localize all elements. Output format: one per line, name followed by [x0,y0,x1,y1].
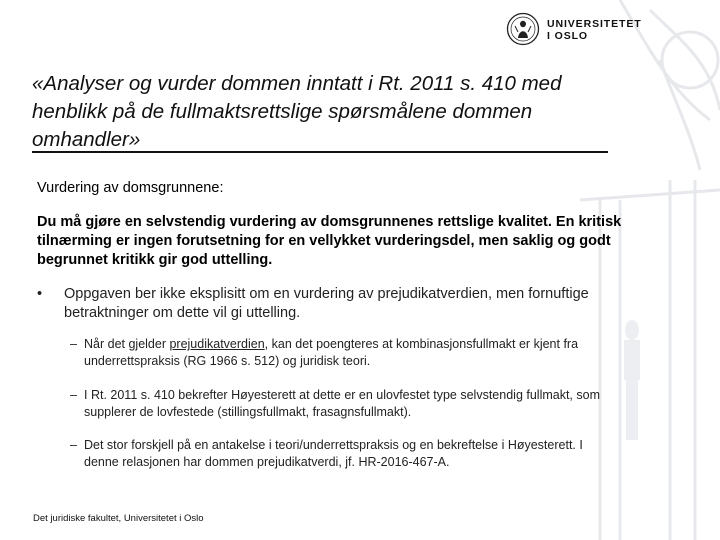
sub-item-text: I Rt. 2011 s. 410 bekrefter Høyesterett at dette er en ulovfestet type selvstendig fullmakt, som supplerer de lovfestede (stillingsfullmakt, frasagnsfullmakt). [84,388,600,419]
slide-title: «Analyser og vurder dommen inntatt i Rt. 2011 s. 410 med henblikk på de fullmaktsrettslige spørsmålene dommen omhandler» [32,72,562,151]
sub-item-text-end: , kan det poengteres at kombinasjonsfullmakt er kjent fra underrettspraksis (RG 1966 s. 512) og juridisk teori. [84,337,579,368]
footer-text: Det juridiske fakultet, Universitetet i Oslo [33,513,204,524]
intro-paragraph: Du må gjøre en selvstendig vurdering av domsgrunnenes rettslige kvalitet. En kritisk tilnærming er ingen forutsetning for en vellykket vurderingsdel, men saklig og godt begrunnet kritikk gir god uttelling. [37,214,622,268]
title-underline [32,151,608,153]
university-seal-icon [506,12,540,46]
section-heading: Vurdering av domsgrunnene: [37,180,224,196]
underlined-term: prejudikatverdien [169,337,265,351]
bullet-marker: • [37,286,43,302]
wordmark-line1: UNIVERSITETET [547,18,642,30]
sub-item-text-start: Når det gjelder [84,337,170,351]
sub-item-text: Det stor forskjell på en antakelse i teori/underrettspraksis og en bekreftelse i Høyesterett. I denne relasjonen har dommen prejudikatverdi, jf. HR-2016-467-A. [84,438,583,469]
university-logo [506,12,642,52]
dash-marker: – [70,388,77,402]
wordmark-line2: I OSLO [547,30,588,42]
bullet-text: Oppgaven ber ikke eksplisitt om en vurdering av prejudikatverdien, men fornuftige betraktninger om dette vil gi uttelling. [64,286,589,321]
dash-marker: – [70,438,77,452]
sub-item-text [84,336,614,370]
university-wordmark [547,18,642,42]
dash-marker: – [70,337,77,351]
